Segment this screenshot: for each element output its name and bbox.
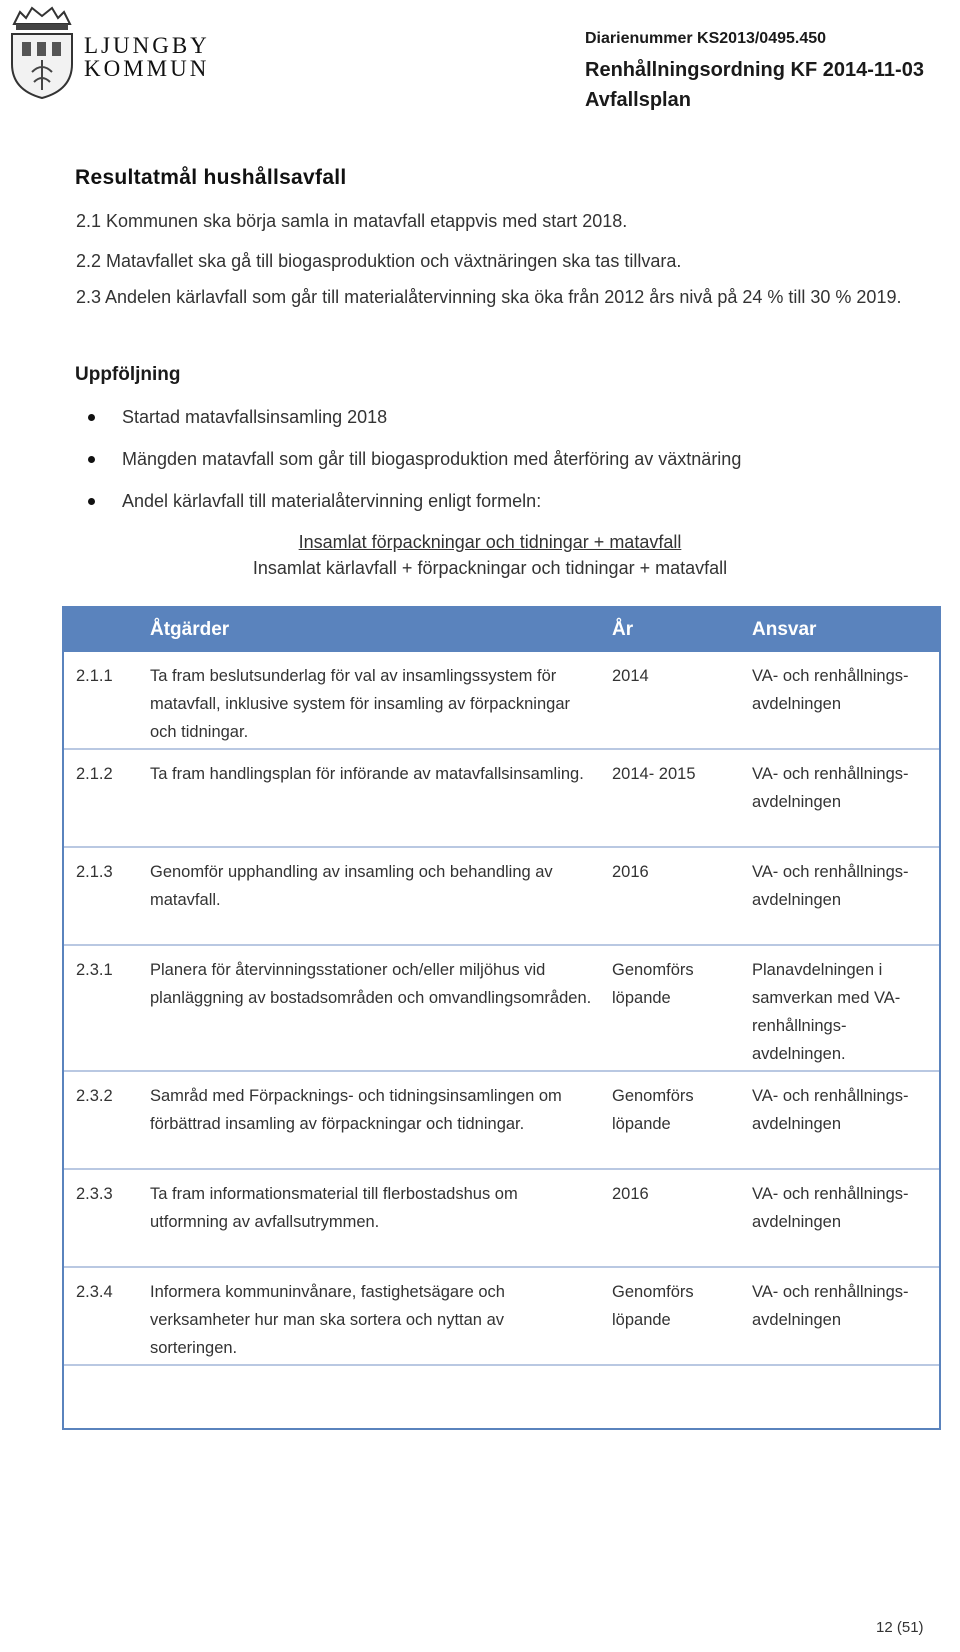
row-action: Genomför upphandling av insamling och behandling av matavfall. xyxy=(150,863,553,909)
table-header xyxy=(62,606,941,652)
row-id: 2.3.4 xyxy=(76,1283,113,1301)
row-responsible: VA- och renhållnings-avdelningen xyxy=(752,1087,909,1133)
row-id: 2.1.1 xyxy=(76,667,113,685)
municipality-logo xyxy=(8,2,213,102)
header-actions: Åtgärder xyxy=(150,619,230,640)
row-action: Samråd med Förpacknings- och tidningsinsamlingen om förbättrad insamling av förpackningar och tidningar. xyxy=(150,1087,562,1133)
row-action: Planera för återvinningsstationer och/eller miljöhus vid planläggning av bostadsområden och omvandlingsområden. xyxy=(150,961,592,1007)
row-id: 2.1.2 xyxy=(76,765,113,783)
row-id: 2.3.2 xyxy=(76,1087,113,1105)
bullet-icon xyxy=(88,456,95,463)
formula-numerator: Insamlat förpackningar och tidningar + matavfall xyxy=(298,532,682,552)
row-action: Ta fram informationsmaterial till flerbostadshus om utformning av avfallsutrymmen. xyxy=(150,1185,518,1231)
table-row xyxy=(64,946,939,1072)
document-meta xyxy=(585,30,924,115)
table-row xyxy=(64,750,939,848)
table-row xyxy=(64,1268,939,1366)
table-row xyxy=(64,1170,939,1268)
bullet-text: Mängden matavfall som går till biogasproduktion med återföring av växtnäring xyxy=(122,449,742,469)
goal-item: 2.3 Andelen kärlavfall som går till materialåtervinning ska öka från 2012 års nivå på 24 % till 30 % 2019. xyxy=(76,287,902,307)
row-responsible: VA- och renhållnings-avdelningen xyxy=(752,863,909,909)
logo-line-1: LJUNGBY xyxy=(84,33,210,58)
table-row xyxy=(64,652,939,750)
bullet-text: Andel kärlavfall till materialåtervinning enligt formeln: xyxy=(122,491,542,511)
row-id: 2.1.3 xyxy=(76,863,113,881)
document-subtitle: Avfallsplan xyxy=(585,89,691,111)
diarienummer: Diarienummer KS2013/0495.450 xyxy=(585,30,827,47)
row-responsible: VA- och renhållnings-avdelningen xyxy=(752,1283,909,1329)
goal-item: 2.1 Kommunen ska börja samla in matavfall etappvis med start 2018. xyxy=(76,211,628,231)
row-action: Ta fram handlingsplan för införande av matavfallsinsamling. xyxy=(150,765,584,783)
section-title: Resultatmål hushållsavfall xyxy=(75,166,347,189)
bullet-icon xyxy=(88,498,95,505)
logo-line-2: KOMMUN xyxy=(84,56,210,81)
coat-of-arms-icon xyxy=(8,2,76,100)
table-row xyxy=(64,1072,939,1170)
row-year: 2014 xyxy=(612,667,649,685)
goal-item: 2.2 Matavfallet ska gå till biogasproduktion och växtnäringen ska tas tillvara. xyxy=(76,251,682,271)
document-title: Renhållningsordning KF 2014-11-03 xyxy=(585,59,924,81)
formula-denominator: Insamlat kärlavfall + förpackningar och tidningar + matavfall xyxy=(252,558,728,578)
row-action: Ta fram beslutsunderlag för val av insamlingssystem för matavfall, inklusive system för insamling av förpackningar och tidningar. xyxy=(150,667,571,741)
bullet-icon xyxy=(88,414,95,421)
row-responsible: VA- och renhållnings-avdelningen xyxy=(752,667,909,713)
row-action: Informera kommuninvånare, fastighetsägare och verksamheter hur man ska sortera och nyttan av sorteringen. xyxy=(150,1283,505,1357)
bullet-text: Startad matavfallsinsamling 2018 xyxy=(122,407,388,427)
row-responsible: Planavdelningen i samverkan med VA-renhållnings-avdelningen. xyxy=(752,961,901,1063)
row-year: 2016 xyxy=(612,1185,649,1203)
header-responsible: Ansvar xyxy=(752,619,817,640)
row-year: Genomförs löpande xyxy=(612,961,694,1007)
table-row xyxy=(64,848,939,946)
row-id: 2.3.3 xyxy=(76,1185,113,1203)
row-year: 2016 xyxy=(612,863,649,881)
page-number: 12 (51) xyxy=(876,1619,924,1636)
row-responsible: VA- och renhållnings-avdelningen xyxy=(752,1185,909,1231)
actions-table xyxy=(62,606,941,1430)
followup-title: Uppföljning xyxy=(75,364,181,385)
row-year: Genomförs löpande xyxy=(612,1087,694,1133)
row-year: 2014- 2015 xyxy=(612,765,696,783)
row-id: 2.3.1 xyxy=(76,961,113,979)
row-responsible: VA- och renhållnings-avdelningen xyxy=(752,765,909,811)
header-year: År xyxy=(612,619,634,640)
row-year: Genomförs löpande xyxy=(612,1283,694,1329)
